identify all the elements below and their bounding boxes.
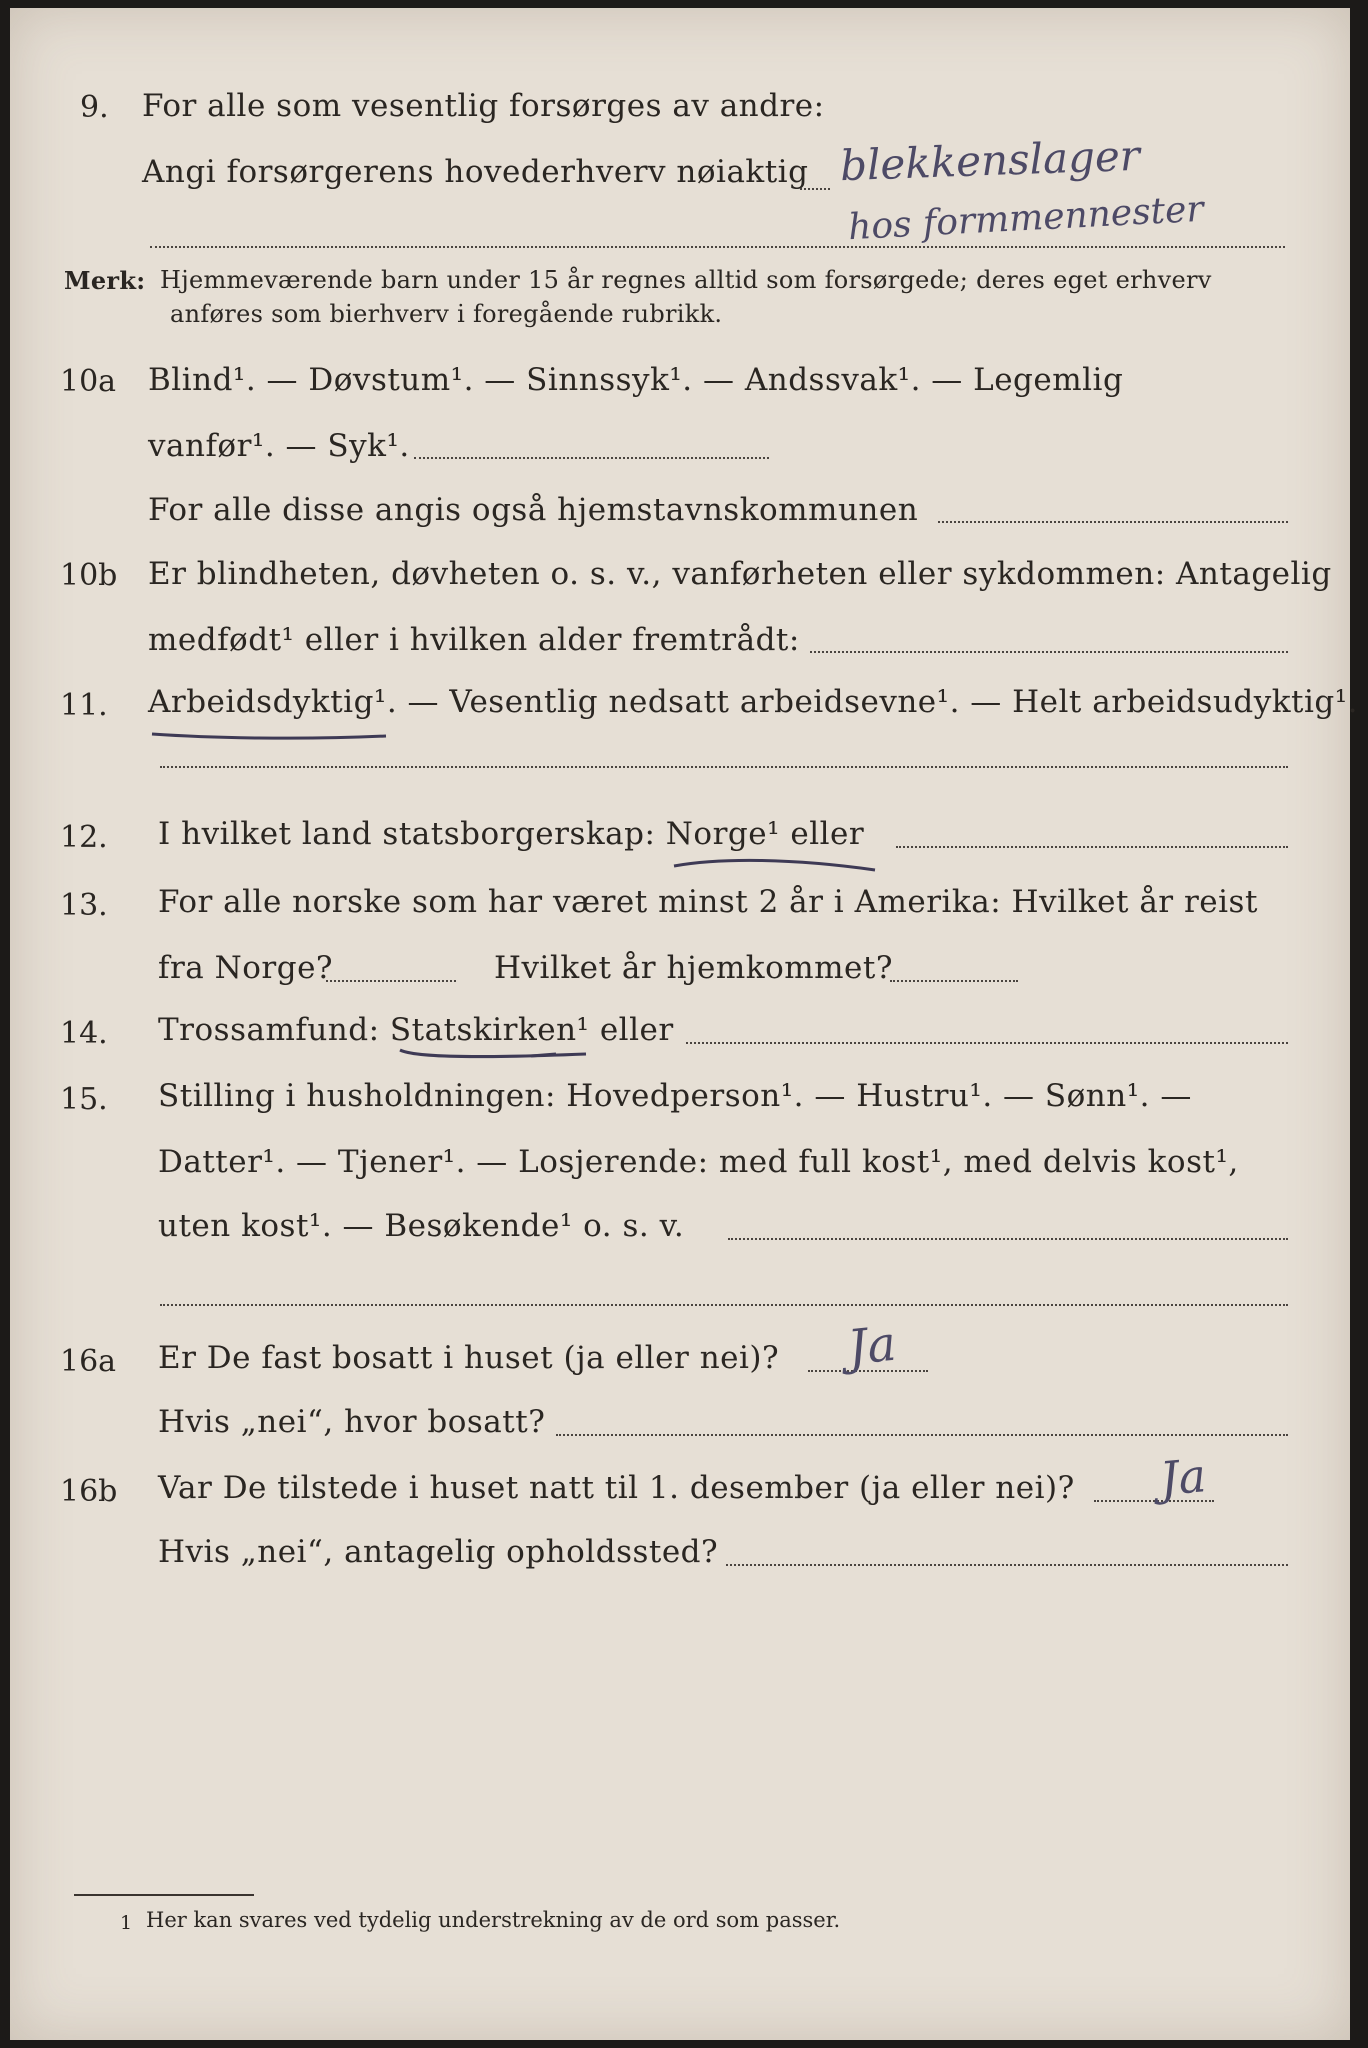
q15-text-3: uten kost¹. — Besøkende¹ o. s. v. bbox=[158, 1208, 685, 1244]
answer-line bbox=[890, 980, 1018, 982]
q13-text-2b: Hvilket år hjemkommet? bbox=[494, 950, 893, 986]
answer-line bbox=[556, 1434, 1288, 1436]
footnote-text: Her kan svares ved tydelig understrekning av de ord som passer. bbox=[146, 1908, 841, 1932]
answer-line bbox=[726, 1564, 1288, 1566]
note-text: Hjemmeværende barn under 15 år regnes alltid som forsørgede; deres eget erhverv bbox=[160, 266, 1212, 294]
q9-handwritten-answer[interactable]: blekkenslager bbox=[839, 130, 1141, 191]
q11-text: Arbeidsdyktig¹. — Vesentlig nedsatt arbeidsevne¹. — Helt arbeidsudyktig¹. bbox=[148, 684, 1359, 720]
question-number: 10a bbox=[60, 364, 117, 399]
q9-handwritten-answer-2[interactable]: hos formmennester bbox=[847, 188, 1205, 249]
answer-line bbox=[800, 188, 830, 190]
q9-text: For alle som vesentlig forsørges av andre: bbox=[142, 88, 825, 124]
answer-line bbox=[326, 980, 456, 982]
handwritten-underline bbox=[670, 854, 885, 878]
q9-prompt: Angi forsørgerens hovederhverv nøiaktig bbox=[142, 154, 809, 190]
q10a-text: Blind¹. — Døvstum¹. — Sinnssyk¹. — Andssvak¹. — Legemlig bbox=[148, 362, 1124, 398]
q15-text-2: Datter¹. — Tjener¹. — Losjerende: med full kost¹, med delvis kost¹, bbox=[158, 1144, 1239, 1180]
note-label: Merk: bbox=[64, 266, 146, 295]
note-text-2: anføres som bierhverv i foregående rubrikk. bbox=[170, 300, 723, 328]
answer-line bbox=[896, 846, 1288, 848]
q15-text: Stilling i husholdningen: Hovedperson¹. — Hustru¹. — Sønn¹. — bbox=[158, 1078, 1192, 1114]
question-number: 9. bbox=[80, 90, 109, 125]
answer-line bbox=[160, 1304, 1288, 1306]
q16b-handwritten-answer[interactable]: Ja bbox=[1157, 1448, 1209, 1506]
footnote-rule bbox=[74, 1894, 254, 1896]
answer-line bbox=[686, 1042, 1288, 1044]
q16a-handwritten-answer[interactable]: Ja bbox=[845, 1315, 899, 1377]
question-number: 11. bbox=[60, 688, 108, 723]
question-number: 12. bbox=[60, 820, 108, 855]
answer-line bbox=[728, 1238, 1288, 1240]
answer-line bbox=[810, 651, 1288, 653]
q12-text: I hvilket land statsborgerskap: Norge¹ eller bbox=[158, 816, 865, 852]
answer-line bbox=[938, 521, 1288, 523]
answer-line bbox=[160, 766, 1288, 768]
question-number: 10b bbox=[60, 558, 118, 593]
question-number: 14. bbox=[60, 1016, 108, 1051]
q14-text: Trossamfund: Statskirken¹ eller bbox=[158, 1012, 674, 1048]
question-number: 16b bbox=[60, 1474, 118, 1509]
q13-text: For alle norske som har været minst 2 år i Amerika: Hvilket år reist bbox=[158, 884, 1258, 920]
handwritten-underline bbox=[150, 724, 390, 744]
answer-line bbox=[414, 457, 769, 459]
q10a-text-3: For alle disse angis også hjemstavnskommunen bbox=[148, 492, 919, 528]
q10a-text-2: vanfør¹. — Syk¹. bbox=[148, 428, 410, 464]
question-number: 15. bbox=[60, 1082, 108, 1117]
census-form-page bbox=[10, 8, 1359, 2040]
q16a-text-2: Hvis „nei“, hvor bosatt? bbox=[158, 1404, 546, 1440]
answer-line bbox=[150, 246, 1285, 248]
q10b-text: Er blindheten, døvheten o. s. v., vanførheten eller sykdommen: Antagelig bbox=[148, 556, 1332, 592]
question-number: 16a bbox=[60, 1344, 117, 1379]
q16a-text: Er De fast bosatt i huset (ja eller nei)? bbox=[158, 1340, 780, 1376]
footnote-mark: 1 bbox=[120, 1912, 133, 1934]
q13-text-2a: fra Norge? bbox=[158, 950, 334, 986]
q10b-text-2: medfødt¹ eller i hvilken alder fremtrådt: bbox=[148, 622, 800, 658]
q16b-text: Var De tilstede i huset natt til 1. desember (ja eller nei)? bbox=[158, 1470, 1075, 1506]
handwritten-underline bbox=[396, 1042, 596, 1064]
q16b-text-2: Hvis „nei“, antagelig opholdssted? bbox=[158, 1534, 719, 1570]
question-number: 13. bbox=[60, 888, 108, 923]
